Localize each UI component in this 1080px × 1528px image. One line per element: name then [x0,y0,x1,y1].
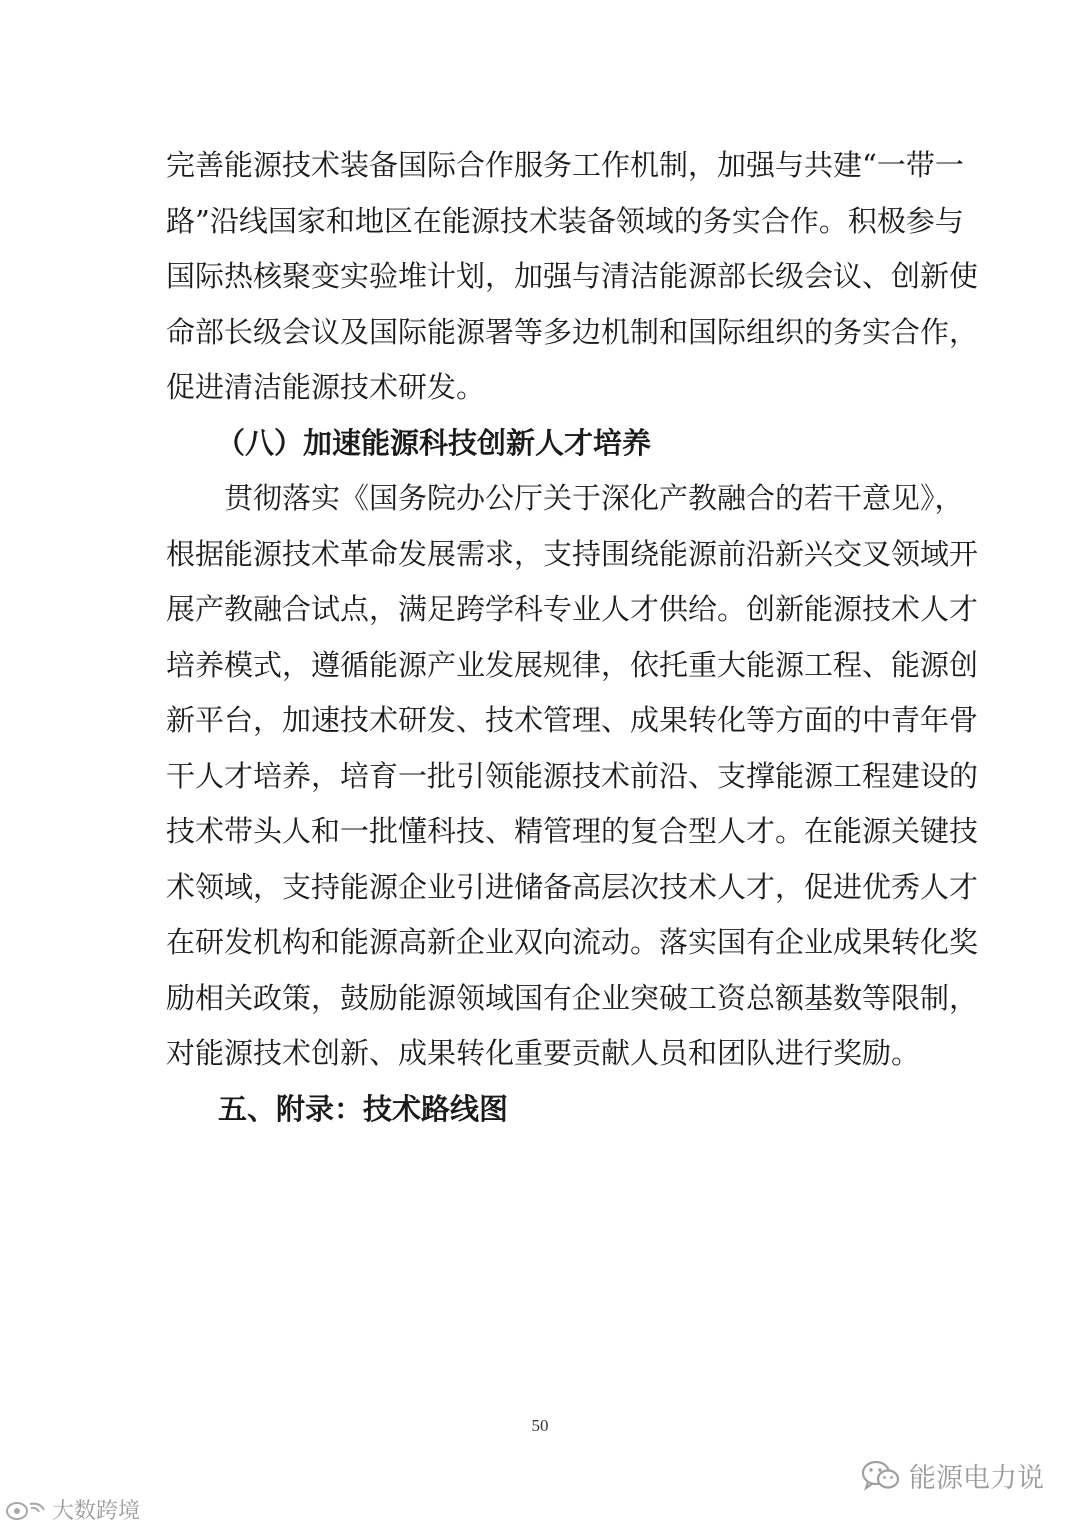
paragraph-talent-training [166,471,979,1082]
text-line: 贯彻落实《国务院办公厅关于深化产教融合的若干意见》， [224,481,964,515]
weibo-eye-logo-icon [4,1498,48,1522]
text-line: 展产教融合试点，满足跨学科专业人才供给。创新能源技术人才 [166,592,979,626]
text-line: 完善能源技术装备国际合作服务工作机制，加强与共建“一带一 [166,148,964,182]
section-heading-appendix: 五、附录：技术路线图 [218,1091,509,1126]
text-line: 培养模式，遵循能源产业发展规律，依托重大能源工程、能源创 [166,647,979,682]
text-line: 促进清洁能源技术研发。 [166,370,486,404]
subheading-talent-training: （八）加速能源科技创新人才培养 [216,425,652,460]
text-line: 对能源技术创新、成果转化重要贡献人员和团队进行奖励。 [166,1036,921,1070]
watermark-wechat [861,1456,1044,1495]
watermark-right-text: 能源电力说 [909,1463,1044,1494]
paragraph-international-cooperation [166,138,979,416]
text-line: 在研发机构和能源高新企业双向流动。落实国有企业成果转化奖 [166,925,979,959]
text-line: 术领域，支持能源企业引进储备高层次技术人才，促进优秀人才 [166,869,979,904]
text-line: 国际热核聚变实验堆计划，加强与清洁能源部长级会议、创新使 [166,259,979,293]
page-number: 50 [531,1416,549,1435]
text-line: 命部长级会议及国际能源署等多边机制和国际组织的务实合作， [166,314,979,349]
wechat-logo-icon [861,1459,901,1493]
page-content [166,138,979,1137]
watermark-dashu [4,1494,140,1525]
text-line: 根据能源技术革命发展需求，支持围绕能源前沿新兴交叉领域开 [166,536,979,571]
text-line: 技术带头人和一批懂科技、精管理的复合型人才。在能源关键技 [166,814,979,848]
text-line: 励相关政策，鼓励能源领域国有企业突破工资总额基数等限制， [166,980,979,1015]
text-line: 新平台，加速技术研发、技术管理、成果转化等方面的中青年骨 [166,703,979,737]
text-line: 干人才培养，培育一批引领能源技术前沿、支撑能源工程建设的 [166,758,979,793]
text-line: 路”沿线国家和地区在能源技术装备领域的务实合作。积极参与 [166,203,964,238]
watermark-left-text: 大数跨境 [52,1499,141,1524]
